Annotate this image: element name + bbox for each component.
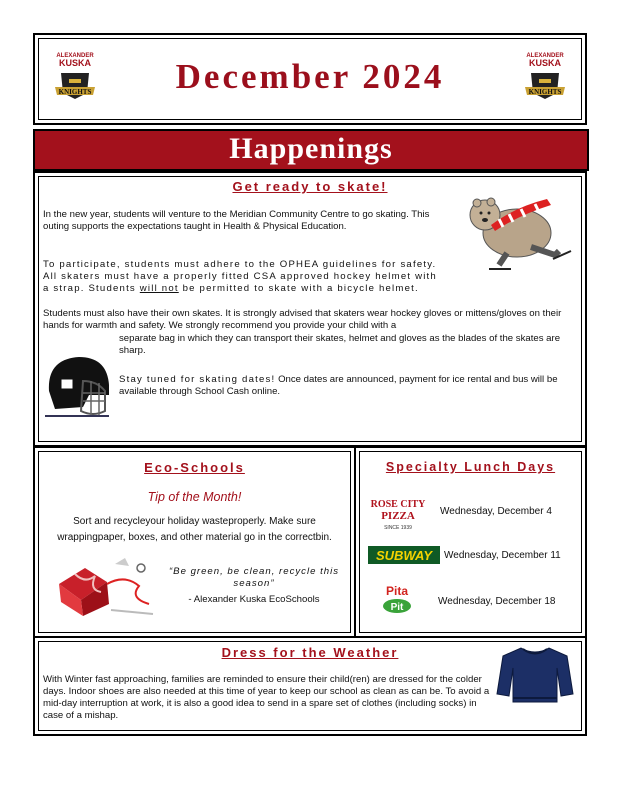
tip-of-month: Tip of the Month! — [147, 490, 242, 504]
svg-text:KNIGHTS: KNIGHTS — [58, 88, 92, 96]
svg-text:SUBWAY: SUBWAY — [375, 548, 433, 563]
skating-paragraph-4: separate bag in which they can transport their skates, helmet and gloves as the blades of the skates are sharp. — [119, 333, 561, 356]
skating-p2-start: To participate, students must adhere to the OPHEA guidelines for safety. All skaters must have a properly fitted CSA approved hockey helmet with a strap. Students — [43, 259, 437, 294]
rose-city-pizza-logo — [368, 496, 428, 532]
skating-paragraph-2 — [43, 259, 438, 295]
banner-title: Happenings — [229, 132, 393, 165]
weather-heading: Dress for the Weather — [221, 645, 399, 660]
svg-text:ALEXANDER: ALEXANDER — [56, 53, 94, 59]
subway-logo — [368, 546, 440, 564]
skating-p2-end: be permitted to skate with a bicycle helmet. — [178, 283, 419, 294]
lunch-date-3: Wednesday, December 18 — [438, 596, 556, 607]
weather-section — [33, 636, 587, 736]
svg-text:ALEXANDER: ALEXANDER — [526, 53, 564, 59]
svg-text:SINCE 1939: SINCE 1939 — [384, 525, 412, 531]
svg-text:KNIGHTS: KNIGHTS — [528, 88, 562, 96]
eco-schools-section — [33, 446, 356, 638]
eco-heading: Eco-Schools — [144, 460, 245, 475]
svg-text:KUSKA: KUSKA — [58, 58, 92, 68]
pita-pit-logo — [376, 583, 418, 613]
eco-text: Sort and recycleyour holiday wasteproperly. Make sure wrappingpaper, boxes, and other material go in the correctbin. — [57, 516, 332, 543]
gift-wrap-icon — [45, 554, 157, 622]
lunch-date-1: Wednesday, December 4 — [440, 506, 552, 517]
svg-text:Pit: Pit — [390, 602, 404, 613]
svg-text:KUSKA: KUSKA — [528, 58, 562, 68]
lunch-date-2: Wednesday, December 11 — [444, 550, 561, 561]
lunch-days-section — [354, 446, 587, 638]
sweater-icon — [495, 644, 575, 704]
knights-logo-right — [517, 49, 573, 111]
svg-text:Pita: Pita — [385, 584, 409, 598]
happenings-banner — [33, 129, 589, 171]
skating-dates-notice: Stay tuned for skating dates! — [119, 374, 276, 385]
svg-text:PIZZA: PIZZA — [381, 510, 415, 522]
page-title: December 2024 — [175, 57, 445, 96]
skating-heading: Get ready to skate! — [232, 179, 388, 194]
skating-paragraph-1: In the new year, students will venture to the Meridian Community Centre to go skating. This outing supports the expectations taught in Health & Physical Education. — [43, 209, 430, 232]
hockey-helmet-icon — [43, 351, 113, 419]
skating-payment-notice: Once dates are announced, payment for ice rental and bus will be available through School Cash online. — [119, 374, 558, 397]
skating-section — [33, 171, 587, 447]
skating-paragraph-5 — [119, 374, 579, 398]
eco-quote-attribution: - Alexander Kuska EcoSchools — [188, 594, 320, 605]
skating-p2-underlined: will not — [139, 283, 179, 294]
weather-text: With Winter fast approaching, families are reminded to ensure their child(ren) are dressed for the colder days. Indoor shoes are also needed at this time of year to keep our school as clean as can be. To avoid a mid-day interruption at work, it is also a good idea to send in a spare set of clothes (including socks) in case of a mishap. — [43, 674, 490, 721]
lunch-heading: Specialty Lunch Days — [385, 460, 556, 474]
eco-quote: “Be green, be clean, recycle this season” — [168, 566, 340, 589]
knights-logo-left — [47, 49, 103, 111]
svg-text:ROSE CITY: ROSE CITY — [370, 499, 426, 510]
skating-paragraph-3: Students must also have their own skates. It is strongly advised that skaters wear hockey gloves or mittens/gloves on their hands for warmth and safety. We strongly recommend you provide your child with a — [43, 308, 562, 331]
masthead — [33, 33, 587, 125]
skating-bear-icon — [455, 185, 575, 273]
